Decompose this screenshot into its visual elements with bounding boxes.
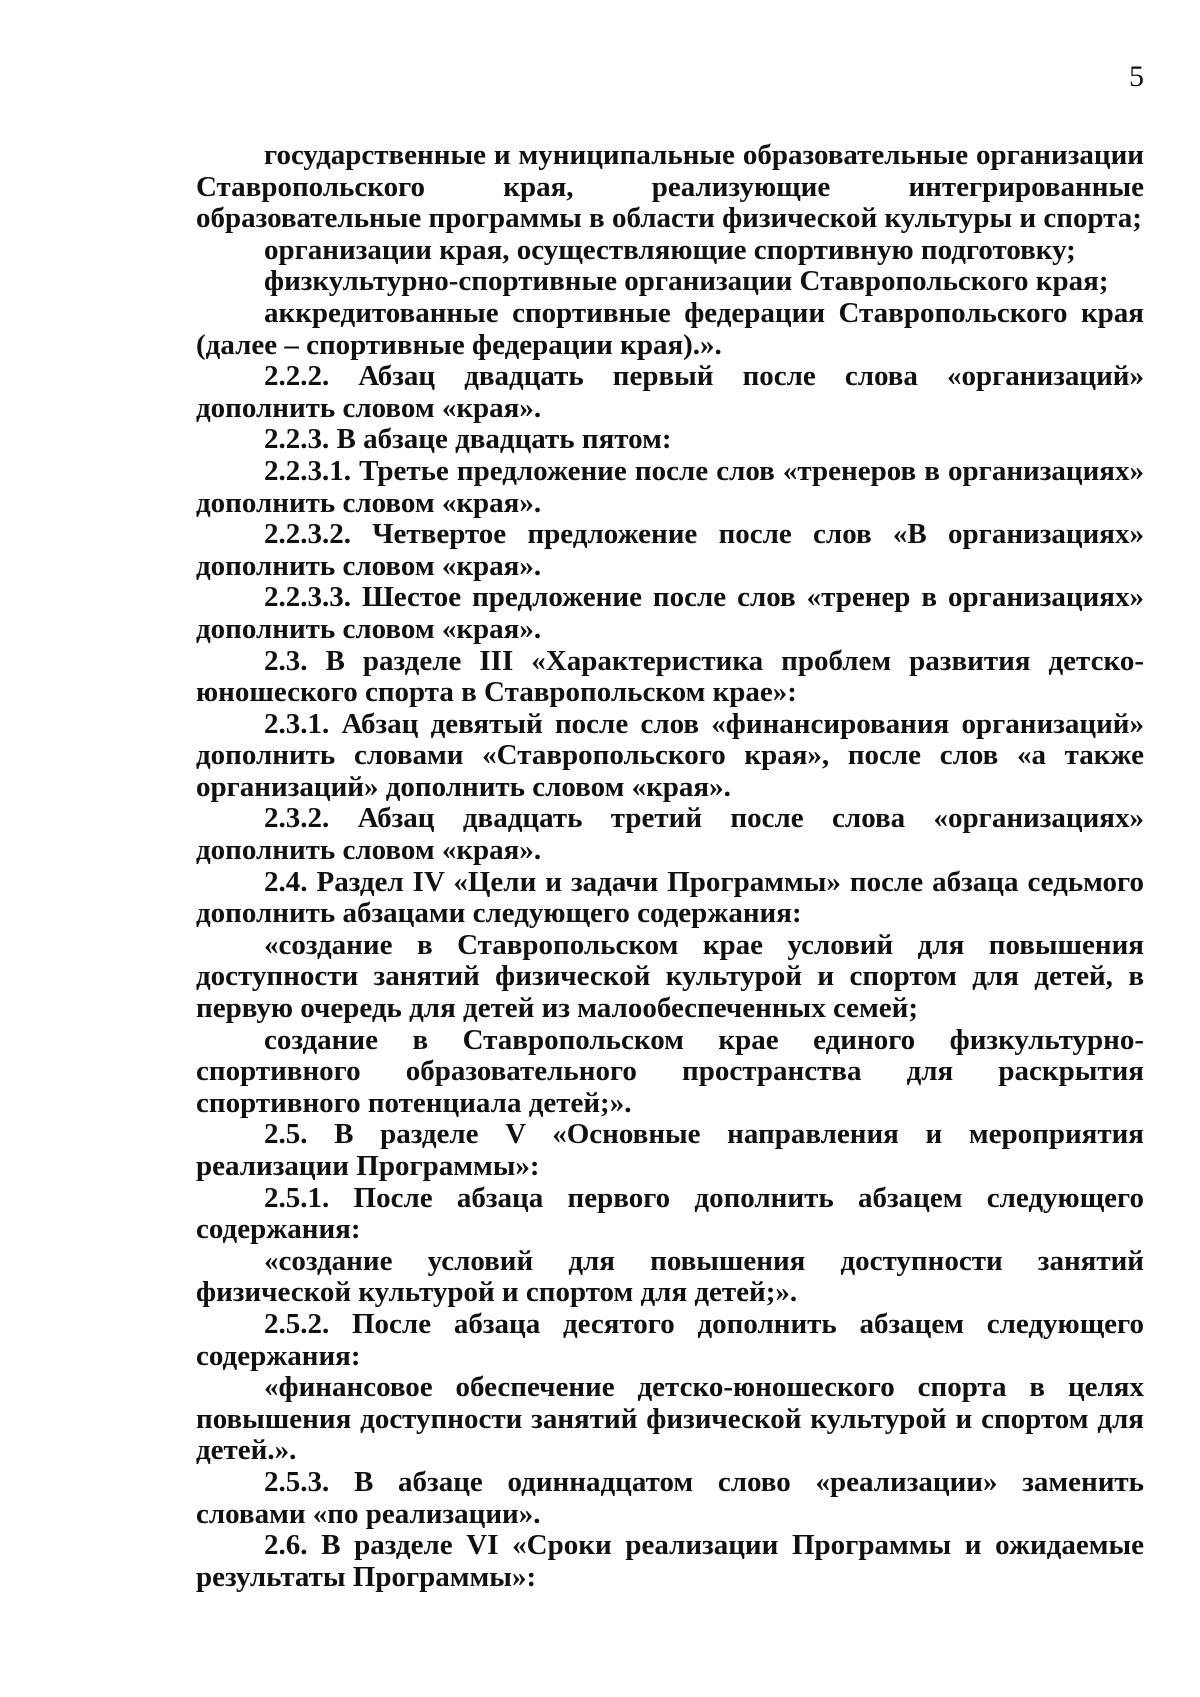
paragraph: аккредитованные спортивные федерации Ставропольского края (далее – спортивные федерации края).». [196, 296, 1144, 361]
paragraph: 2.2.3. В абзаце двадцать пятом: [264, 423, 672, 456]
document-body [196, 140, 1144, 1593]
paragraph: создание в Ставропольском крае единого физкультурно-спортивного образовательного пространства для раскрытия спортивного потенциала детей;». [196, 1023, 1144, 1119]
paragraph: 2.5.1. После абзаца первого дополнить абзацем следующего содержания: [196, 1181, 1144, 1246]
paragraph: государственные и муниципальные образовательные организации Ставропольского края, реализующие интегрированные образовательные программы в области физической культуры и спорта; [196, 139, 1144, 235]
paragraph: «создание в Ставропольском крае условий для повышения доступности занятий физической культурой и спортом для детей, в первую очередь для детей из малообеспеченных семей; [196, 928, 1144, 1025]
paragraph: «создание условий для повышения доступности занятий физической культурой и спортом для детей;». [196, 1244, 1144, 1309]
paragraph: 2.2.2. Абзац двадцать первый после слова «организаций» дополнить словом «края». [196, 360, 1144, 424]
paragraph: 2.5.2. После абзаца десятого дополнить абзацем следующего содержания: [196, 1307, 1144, 1372]
paragraph: 2.5. В разделе V «Основные направления и мероприятия реализации Программы»: [196, 1118, 1144, 1182]
paragraph: 2.3.1. Абзац девятый после слов «финансирования организаций» дополнить словами «Ставропольского края», после слов «а также организаций» дополнить словом «края». [196, 707, 1144, 803]
paragraph: 2.6. В разделе VI «Сроки реализации Программы и ожидаемые результаты Программы»: [196, 1529, 1144, 1593]
paragraph: 2.2.3.3. Шестое предложение после слов «тренер в организациях» дополнить словом «края». [196, 581, 1144, 645]
paragraph: 2.5.3. В абзаце одиннадцатом слово «реализации» заменить словами «по реализации». [196, 1465, 1144, 1530]
paragraph: 2.2.3.1. Третье предложение после слов «тренеров в организациях» дополнить словом «края». [196, 454, 1144, 519]
paragraph: организации края, осуществляющие спортивную подготовку; [264, 233, 1076, 266]
paragraph: физкультурно-спортивные организации Ставропольского края; [264, 265, 1109, 298]
paragraph: 2.2.3.2. Четвертое предложение после слов «В организациях» дополнить словом «края». [196, 518, 1144, 582]
paragraph: 2.3. В разделе III «Характеристика проблем развития детско-юношеского спорта в Ставропольском крае»: [196, 644, 1144, 709]
paragraph: «финансовое обеспечение детско-юношеского спорта в целях повышения доступности занятий физической культурой и спортом для детей.». [196, 1371, 1144, 1467]
paragraph: 2.4. Раздел IV «Цели и задачи Программы» после абзаца седьмого дополнить абзацами следующего содержания: [196, 865, 1144, 930]
page-number: 5 [1129, 60, 1144, 93]
paragraph: 2.3.2. Абзац двадцать третий после слова «организациях» дополнить словом «края». [196, 802, 1144, 867]
